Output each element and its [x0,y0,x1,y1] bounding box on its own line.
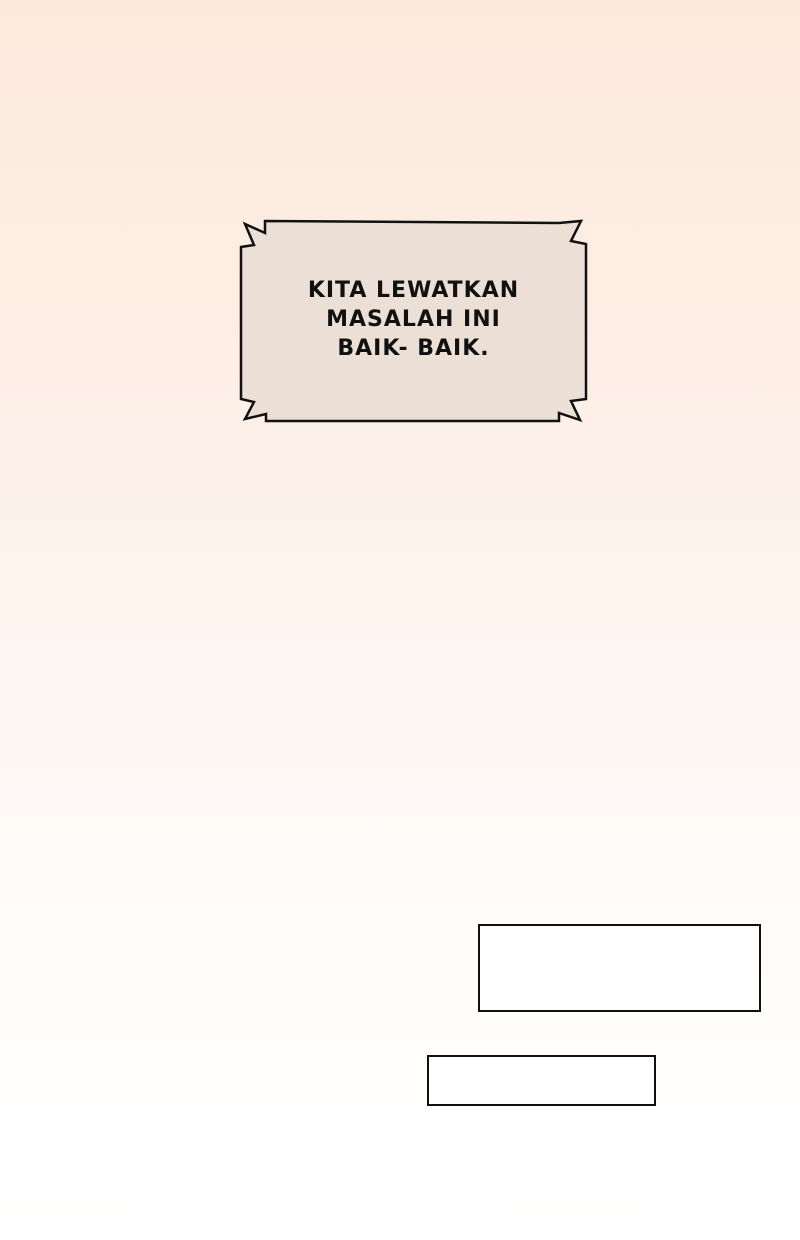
caption-text [258,276,569,363]
blank-text-box-large [478,924,761,1012]
caption-line-1: KITA LEWATKAN [307,278,520,303]
blank-text-box-small [427,1055,656,1106]
caption-line-2: MASALAH INI [326,307,501,332]
caption-line-3: BAIK- BAIK. [337,336,490,361]
caption-box [238,218,589,425]
